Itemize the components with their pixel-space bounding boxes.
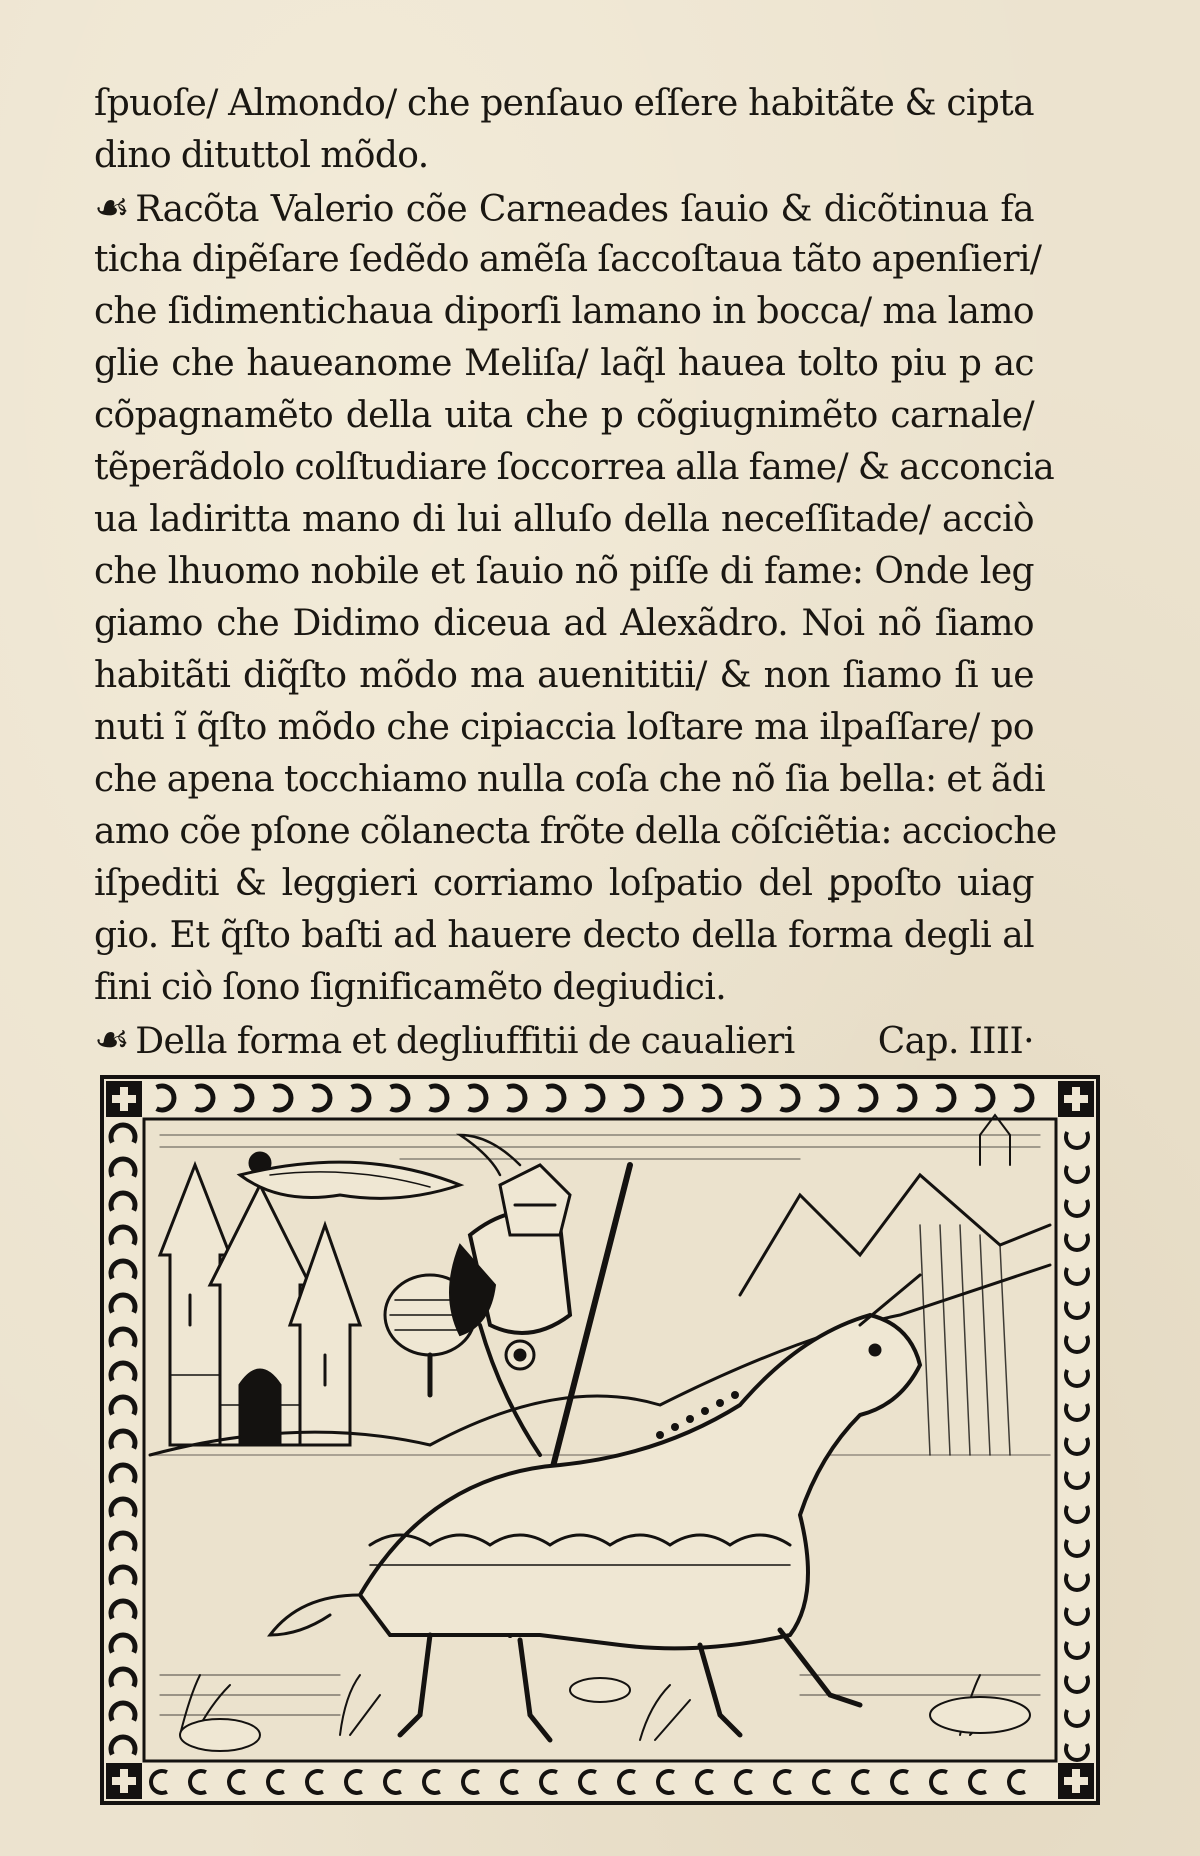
pilcrow-icon: ☙ (94, 1017, 130, 1063)
woodcut-illustration (100, 1075, 1100, 1805)
text-line: ticha dipẽſare ſedẽdo amẽſa ſaccoſtaua tãto apenſieri/ (94, 239, 1042, 280)
text-line: che ſidimentichaua diporſi lamano in bocca/ ma lamo (94, 291, 1034, 332)
chapter-heading-text: Della forma et degliuffitii de caualieri (135, 1021, 795, 1062)
text-line: tẽperãdolo colſtudiare ſoccorrea alla fame/ & acconcia (94, 447, 1055, 488)
text-line: cõpagnamẽto della uita che p cõgiugnimẽto carnale/ (94, 395, 1034, 436)
text-block (94, 78, 1057, 1066)
paragraph-opening: Racõta Valerio cõe Carneades ſauio & dicõtinua fa (135, 189, 1034, 230)
knight-on-horseback-image (100, 1075, 1100, 1805)
text-line (94, 182, 1034, 234)
text-line: giamo che Didimo diceua ad Alexãdro. Noi nõ ſiamo (94, 603, 1034, 644)
text-line: habitãti diq̃ſto mõdo ma auenititii/ & non ſiamo ſi ue (94, 655, 1034, 696)
chapter-heading (94, 1014, 1034, 1066)
text-line: ſpuoſe/ Almondo/ che penſauo eſſere habitãte & cipta (94, 83, 1034, 124)
text-line: glie che haueanome Meliſa/ laq̃l hauea tolto piu p ac (94, 343, 1034, 384)
text-line: che apena tocchiamo nulla coſa che nõ ſia bella: et ãdi (94, 759, 1046, 800)
text-line: che lhuomo nobile et ſauio nõ piſſe di fame: Onde leg (94, 551, 1034, 592)
text-line: amo cõe pſone cõlanecta frõte della cõſciẽtia: accioche (94, 811, 1057, 852)
pilcrow-icon: ☙ (94, 185, 130, 231)
chapter-number: Cap. IIII· (877, 1021, 1034, 1062)
text-line: dino dituttol mõdo. (94, 135, 429, 176)
text-line: nuti ĩ q̃ſto mõdo che cipiaccia loſtare ma ilpaſſare/ po (94, 707, 1034, 748)
text-line: iſpediti & leggieri corriamo loſpatio del ꝑpoſto uiag (94, 863, 1034, 904)
text-line: ua ladiritta mano di lui alluſo della neceſſitade/ acciò (94, 499, 1034, 540)
text-line: fini ciò ſono ſignificamẽto degiudici. (94, 967, 727, 1008)
text-line: gio. Et q̃ſto baſti ad hauere decto della forma degli al (94, 915, 1034, 956)
